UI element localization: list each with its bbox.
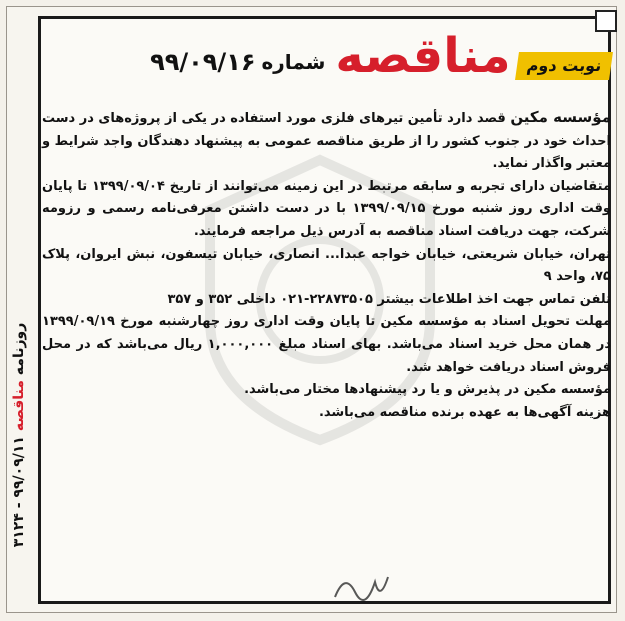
signature-scribble-icon [330,567,390,607]
notice-body [42,106,611,597]
paragraph-cost: هزینه آگهی‌ها به عهده برنده مناقصه می‌باشد. [318,404,611,420]
paragraph-intro [42,106,611,176]
paragraph-address: تهران، خیابان شریعتی، خیابان خواجه عبدا... انصاری، خیابان تیسفون، نبش ایروان، پلاک ۷۵، واحد ۹ [42,246,611,285]
paragraph-rights: مؤسسه مکین در پذیرش و یا رد پیشنهادها مختار می‌باشد. [244,382,611,398]
side-caption [11,270,27,600]
paragraph-phone: تلفن تماس جهت اخذ اطلاعات بیشتر ۲۲۸۷۳۵۰۵-۰۲۱ داخلی ۳۵۲ و ۳۵۷ [167,291,611,307]
paragraph-deadline: مهلت تحویل اسناد به مؤسسه مکین تا پایان وقت اداری روز چهارشنبه مورخ ۱۳۹۹/۰۹/۱۹ در همان محل خرید اسناد می‌باشد. بهای اسناد مبلغ ۱,۰۰۰,۰۰۰ ریال می‌باشد که در محل فروش اسناد دریافت خواهد شد. [42,314,611,375]
number-label: شماره [261,50,326,74]
issue-number: ۹۹/۰۹/۱۱ - ۳۱۲۴ [11,436,27,548]
notice-number: ۹۹/۰۹/۱۶ [150,48,256,76]
notice-title: مناقصه [335,28,511,84]
paper-label: روزنامه [11,322,27,376]
side-strip [4,270,34,600]
round-badge: نوبت دوم [515,52,613,80]
notice-header [40,20,611,84]
side-brand: مناقصه [11,380,27,432]
paragraph-eligibility: متقاضیان دارای تجربه و سابقه مرتبط در این زمینه می‌توانند از تاریخ ۱۳۹۹/۰۹/۰۴ تا پایان وقت اداری روز شنبه مورخ ۱۳۹۹/۰۹/۱۵ با در دست داشتن معرفی‌نامه رسمی و رزومه شرکت، جهت دریافت اسناد مناقصه به آدرس ذیل مراجعه فرمایند. [42,178,611,239]
organization-name: مؤسسه مکین [510,108,611,126]
intro-text: قصد دارد تأمین تیرهای فلزی مورد استفاده در یکی از پروژه‌های در دست احداث خود در جنوب کشور را از طریق مناقصه عمومی به پیشنهاد دهندگان واجد شرایط و معتبر واگذار نماید. [42,111,611,172]
